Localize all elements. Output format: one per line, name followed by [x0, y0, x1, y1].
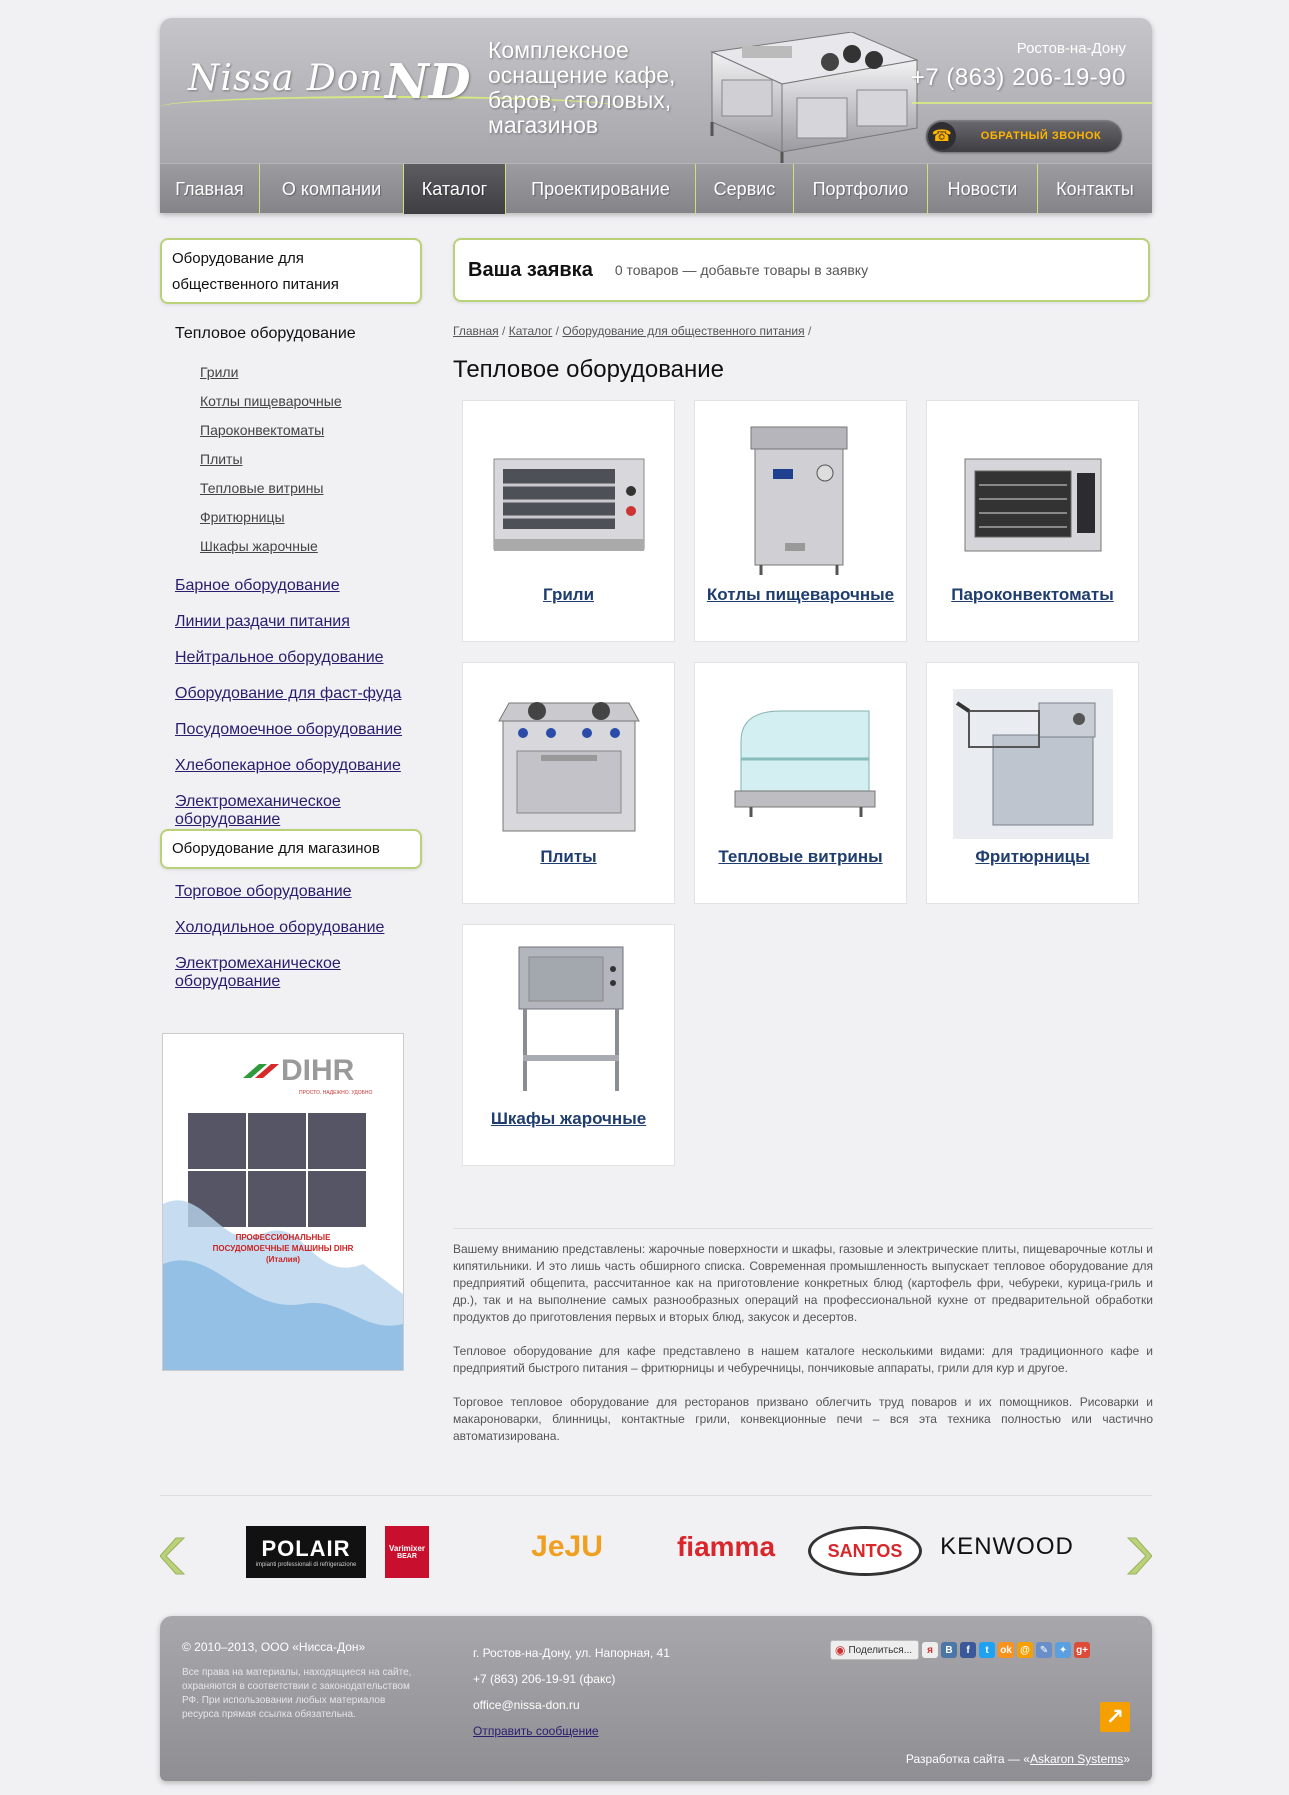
description-paragraph: Вашему вниманию представлены: жарочные поверхности и шкафы, газовые и электрические плиты, пищеварочные котлы и кипятильники. И это лишь часть обширного списка. Современная промышленность выпускает тепловое оборудование для предприятий общепита, рассчитанное как на приготовление конкретных блюд (картофель фри, чебуреки, курица-гриль и др.), так и на выполнение самых разнообразных операций на профессиональной кухне от предварительной обработки продуктов до приготовления первых и вторых блюд, закусок и десертов.	[453, 1242, 1153, 1324]
sidebar-item-dishwashing[interactable]: Посудомоечное оборудование	[175, 721, 403, 738]
breadcrumb-home[interactable]: Главная	[453, 324, 499, 338]
rights-notice: Все права на материалы, находящиеся на сайте, охраняются в соответствии с законодательством РФ. При использовании любых материалов ресурса прямая ссылка обязательна.	[182, 1667, 412, 1720]
brands-carousel	[160, 1495, 1152, 1575]
category-list	[160, 577, 422, 829]
list-item	[175, 613, 422, 649]
sidebar-current-category[interactable]: Тепловое оборудование	[175, 325, 356, 342]
brand-polair[interactable]	[246, 1526, 366, 1578]
list-item	[200, 393, 422, 422]
boiler-icon	[721, 419, 881, 579]
sidebar-item-fastfood[interactable]: Оборудование для фаст-фуда	[175, 685, 402, 702]
product-label[interactable]: Котлы пищеварочные	[706, 585, 895, 604]
banner-tagline: ПРОСТО. НАДЕЖНО. УДОБНО	[299, 1090, 373, 1096]
share-twitter-icon[interactable]: t	[979, 1642, 995, 1658]
phone-number[interactable]: +7 (863) 206-19-90	[910, 64, 1126, 91]
brand-polair-sub: impianti professionali di refrigerazione	[255, 1562, 357, 1568]
list-item	[175, 883, 422, 919]
banner-line3: (Италия)	[265, 1255, 301, 1264]
breadcrumb-catalog[interactable]: Каталог	[508, 324, 553, 338]
callback-label: ОБРАТНЫЙ ЗВОНОК	[980, 130, 1102, 142]
list-item	[200, 509, 422, 538]
sidebar-item-bakery[interactable]: Хлебопекарное оборудование	[175, 757, 401, 774]
share-googleplus-icon[interactable]: g+	[1074, 1642, 1090, 1658]
sidebar-sub-convection[interactable]: Пароконвектоматы	[200, 422, 325, 438]
brand-fiamma[interactable]: fiamma	[676, 1531, 776, 1562]
sidebar-item-trade[interactable]: Торговое оборудование	[175, 883, 352, 900]
share-facebook-icon[interactable]: f	[960, 1642, 976, 1658]
share-livejournal-icon[interactable]: ✎	[1036, 1642, 1052, 1658]
roasting-cabinet-icon	[489, 943, 649, 1103]
product-label[interactable]: Шкафы жарочные	[490, 1109, 647, 1128]
send-message-link[interactable]: Отправить сообщение	[473, 1724, 599, 1738]
chevron-left-icon[interactable]	[160, 1536, 188, 1576]
nav-item-design[interactable]: Проектирование	[506, 164, 696, 214]
nav-item-service[interactable]: Сервис	[696, 164, 794, 214]
dev-suffix: »	[1123, 1752, 1130, 1766]
order-box[interactable]	[453, 238, 1150, 302]
share-odnoklassniki-icon[interactable]: ok	[998, 1642, 1014, 1658]
logo-text[interactable]: Nissa Don	[188, 58, 384, 99]
product-card-stoves[interactable]	[462, 662, 675, 904]
product-grid	[462, 400, 1152, 1180]
sidebar-sub-stoves[interactable]: Плиты	[200, 451, 243, 467]
slogan: Комплексное оснащение кафе, баров, столовых, магазинов	[488, 37, 676, 138]
category-box-shops[interactable]: Оборудование для магазинов	[160, 829, 422, 869]
product-label[interactable]: Тепловые витрины	[718, 847, 883, 866]
sidebar-item-electromech[interactable]: Электромеханическое оборудование	[175, 793, 341, 828]
banner-brand: DIHR	[281, 1054, 355, 1087]
arrow-up-right-icon[interactable]: ↗	[1100, 1702, 1130, 1732]
share-button[interactable]	[830, 1640, 919, 1660]
brand-varimixer-sub: BEAR	[397, 1553, 417, 1560]
description-paragraph: Тепловое оборудование для кафе представлено в нашем каталоге несколькими видами: для традиционного кафе и предприятий быстрого питания – фритюрницы и чебуречницы, пончиковые аппараты, грили для кур и другое.	[453, 1344, 1153, 1375]
nav-item-catalog[interactable]: Каталог	[404, 164, 506, 214]
product-card-boilers[interactable]	[694, 400, 907, 642]
main-content	[453, 238, 1153, 1443]
kitchen-equipment-image	[702, 32, 924, 172]
list-item	[200, 538, 422, 567]
dishwasher-banner-image	[163, 1034, 403, 1370]
list-item	[200, 364, 422, 393]
breadcrumb-catering[interactable]: Оборудование для общественного питания	[562, 324, 805, 338]
stove-icon	[489, 681, 649, 841]
brand-varimixer[interactable]	[385, 1526, 429, 1578]
nav-item-home[interactable]: Главная	[160, 164, 260, 214]
breadcrumb: Главная / Каталог / Оборудование для общественного питания /	[453, 324, 812, 338]
product-label[interactable]: Фритюрницы	[975, 847, 1090, 866]
main-nav	[160, 163, 1152, 213]
contact-info	[473, 1640, 670, 1744]
callback-button[interactable]	[926, 120, 1122, 152]
brand-santos[interactable]: SANTOS	[808, 1526, 922, 1576]
nav-item-contacts[interactable]: Контакты	[1056, 178, 1134, 199]
email[interactable]: office@nissa-don.ru	[473, 1698, 580, 1712]
description-paragraph: Торговое тепловое оборудование для ресторанов призвано облегчить труд поваров и их помощников. Рисоварки и макароноварки, блинницы, контактные грили, конвекционные печи – вся эта техника полностью или частично автоматизирована.	[453, 1395, 1153, 1443]
sidebar-sub-display[interactable]: Тепловые витрины	[200, 480, 324, 496]
brand-varimixer-name: Varimixer	[388, 1544, 426, 1553]
site-footer	[160, 1616, 1152, 1781]
list-item	[200, 422, 422, 451]
brand-kenwood[interactable]: KENWOOD	[940, 1533, 1074, 1560]
subcategory-list	[160, 364, 422, 567]
list-item	[175, 793, 422, 829]
product-card-convection[interactable]	[926, 400, 1139, 642]
fax: +7 (863) 206-19-91 (факс)	[473, 1672, 616, 1686]
list-item	[175, 955, 422, 991]
city: Ростов-на-Дону	[1016, 40, 1126, 57]
list-item	[175, 919, 422, 955]
phone-divider	[912, 102, 1152, 104]
nav-item-portfolio[interactable]: Портфолио	[794, 164, 928, 214]
dev-prefix: Разработка сайта — «	[905, 1752, 1030, 1766]
share-bar	[830, 1640, 1090, 1660]
page-title: Тепловое оборудование	[453, 356, 725, 383]
sidebar-sub-boilers[interactable]: Котлы пищеварочные	[200, 393, 342, 409]
shop-category-list	[160, 883, 422, 991]
developer-credit	[906, 1752, 1130, 1766]
sidebar-item-serving[interactable]: Линии раздачи питания	[175, 613, 350, 630]
sidebar-sub-fryers[interactable]: Фритюрницы	[200, 509, 285, 525]
nav-item-about[interactable]: О компании	[260, 164, 404, 214]
product-label[interactable]: Грили	[542, 585, 595, 604]
product-card-display[interactable]	[694, 662, 907, 904]
sidebar-item-electromech-shop[interactable]: Электромеханическое оборудование	[175, 955, 341, 990]
convection-oven-icon	[953, 419, 1113, 579]
order-status: 0 товаров — добавьте товары в заявку	[614, 262, 869, 278]
share-yandex-icon[interactable]: я	[922, 1642, 938, 1658]
list-item	[200, 451, 422, 480]
sidebar-sub-ovens[interactable]: Шкафы жарочные	[200, 538, 318, 554]
phone-icon: ☎	[928, 122, 956, 150]
copyright: © 2010–2013, ООО «Нисса-Дон»	[182, 1640, 366, 1654]
brand-polair-name: POLAIR	[261, 1536, 351, 1561]
site-header	[160, 18, 1152, 213]
share-vk-icon[interactable]: B	[941, 1642, 957, 1658]
category-description	[453, 1228, 1153, 1462]
banner-line1: ПРОФЕССИОНАЛЬНЫЕ	[235, 1233, 331, 1242]
category-box-catering[interactable]: Оборудование для общественного питания	[160, 238, 422, 304]
sidebar-sub-grills[interactable]: Грили	[200, 364, 239, 380]
product-label[interactable]: Пароконвектоматы	[951, 585, 1114, 604]
sidebar-item-neutral[interactable]: Нейтральное оборудование	[175, 649, 384, 666]
sidebar	[160, 238, 422, 1264]
banner-line2: ПОСУДОМОЕЧНЫЕ МАШИНЫ DIHR	[212, 1244, 354, 1253]
share-label: Поделиться...	[848, 1644, 913, 1656]
product-card-grills[interactable]	[462, 400, 675, 642]
grill-icon	[489, 419, 649, 579]
nav-item-news[interactable]: Новости	[928, 164, 1038, 214]
dihr-banner[interactable]	[162, 1033, 404, 1371]
list-item	[175, 757, 422, 793]
fryer-icon	[953, 681, 1113, 841]
share-icon: ◉	[835, 1643, 846, 1657]
list-item	[175, 721, 422, 757]
list-item	[200, 480, 422, 509]
share-mailru-icon[interactable]: @	[1017, 1642, 1033, 1658]
order-title: Ваша заявка	[468, 258, 593, 281]
list-item	[175, 577, 422, 613]
product-label[interactable]: Плиты	[540, 847, 597, 866]
share-bookmark-icon[interactable]: ✦	[1055, 1642, 1071, 1658]
product-card-ovens[interactable]	[462, 924, 675, 1166]
sidebar-item-bar[interactable]: Барное оборудование	[175, 577, 340, 594]
display-case-icon	[721, 681, 881, 841]
developer-link[interactable]: Askaron Systems	[1029, 1752, 1124, 1766]
sidebar-item-fridge[interactable]: Холодильное оборудование	[175, 919, 385, 936]
list-item	[175, 649, 422, 685]
brand-jeju[interactable]: JeJU	[531, 1530, 603, 1563]
logo-mark[interactable]: ND	[385, 54, 471, 110]
address: г. Ростов-на-Дону, ул. Напорная, 41	[473, 1646, 670, 1660]
list-item	[175, 685, 422, 721]
chevron-right-icon[interactable]	[1124, 1536, 1152, 1576]
product-card-fryers[interactable]	[926, 662, 1139, 904]
